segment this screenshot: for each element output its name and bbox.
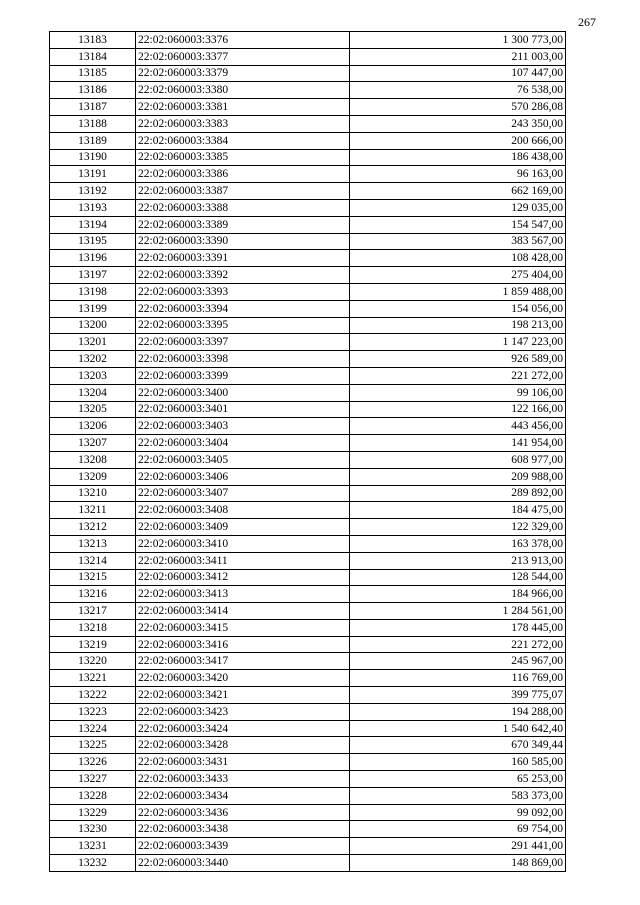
row-number: 13185 [50,65,136,82]
row-number: 13203 [50,367,136,384]
table-row [50,771,566,788]
row-number: 13215 [50,569,136,586]
cadastral-number: 22:02:060003:3394 [136,300,350,317]
cadastral-value: 184 475,00 [350,502,566,519]
cadastral-number: 22:02:060003:3405 [136,451,350,468]
cadastral-value: 221 272,00 [350,636,566,653]
cadastral-number: 22:02:060003:3390 [136,233,350,250]
table-row [50,603,566,620]
table-row [50,737,566,754]
cadastral-value: 291 441,00 [350,838,566,855]
table-row [50,300,566,317]
row-number: 13197 [50,267,136,284]
table-row [50,703,566,720]
cadastral-number: 22:02:060003:3400 [136,384,350,401]
table-row [50,250,566,267]
cadastral-value: 213 913,00 [350,552,566,569]
table-row [50,855,566,872]
table-row [50,821,566,838]
row-number: 13206 [50,418,136,435]
row-number: 13187 [50,99,136,116]
cadastral-number: 22:02:060003:3403 [136,418,350,435]
table-row [50,468,566,485]
table-row [50,283,566,300]
table-row [50,720,566,737]
table-row [50,267,566,284]
cadastral-value: 289 892,00 [350,485,566,502]
cadastral-value: 186 438,00 [350,149,566,166]
cadastral-number: 22:02:060003:3411 [136,552,350,569]
table-row [50,687,566,704]
cadastral-value: 383 567,00 [350,233,566,250]
cadastral-value: 1 859 488,00 [350,283,566,300]
table-row [50,401,566,418]
cadastral-number: 22:02:060003:3380 [136,82,350,99]
row-number: 13209 [50,468,136,485]
row-number: 13232 [50,855,136,872]
table-row [50,99,566,116]
cadastral-number: 22:02:060003:3406 [136,468,350,485]
row-number: 13211 [50,502,136,519]
cadastral-value: 69 754,00 [350,821,566,838]
cadastral-number: 22:02:060003:3421 [136,687,350,704]
cadastral-value: 154 547,00 [350,216,566,233]
cadastral-number: 22:02:060003:3408 [136,502,350,519]
cadastral-number: 22:02:060003:3385 [136,149,350,166]
cadastral-number: 22:02:060003:3440 [136,855,350,872]
cadastral-value-table [49,31,566,872]
row-number: 13199 [50,300,136,317]
row-number: 13200 [50,317,136,334]
cadastral-value: 107 447,00 [350,65,566,82]
cadastral-value: 221 272,00 [350,367,566,384]
table-row [50,216,566,233]
row-number: 13220 [50,653,136,670]
cadastral-number: 22:02:060003:3377 [136,48,350,65]
cadastral-value: 122 166,00 [350,401,566,418]
table-row [50,586,566,603]
row-number: 13227 [50,771,136,788]
table-row [50,351,566,368]
table-row [50,65,566,82]
table-row [50,166,566,183]
cadastral-number: 22:02:060003:3417 [136,653,350,670]
cadastral-value: 148 869,00 [350,855,566,872]
cadastral-number: 22:02:060003:3424 [136,720,350,737]
cadastral-value: 1 147 223,00 [350,334,566,351]
table-row [50,115,566,132]
row-number: 13191 [50,166,136,183]
row-number: 13229 [50,804,136,821]
cadastral-value: 128 544,00 [350,569,566,586]
cadastral-number: 22:02:060003:3414 [136,603,350,620]
cadastral-value: 211 003,00 [350,48,566,65]
cadastral-value: 184 966,00 [350,586,566,603]
table-row [50,149,566,166]
table-row [50,317,566,334]
row-number: 13190 [50,149,136,166]
cadastral-value: 154 056,00 [350,300,566,317]
row-number: 13196 [50,250,136,267]
row-number: 13219 [50,636,136,653]
cadastral-number: 22:02:060003:3420 [136,670,350,687]
row-number: 13193 [50,199,136,216]
row-number: 13186 [50,82,136,99]
table-row [50,653,566,670]
cadastral-value: 209 988,00 [350,468,566,485]
row-number: 13188 [50,115,136,132]
cadastral-number: 22:02:060003:3376 [136,32,350,49]
row-number: 13198 [50,283,136,300]
row-number: 13213 [50,535,136,552]
table-row [50,367,566,384]
row-number: 13210 [50,485,136,502]
cadastral-number: 22:02:060003:3392 [136,267,350,284]
cadastral-value: 178 445,00 [350,619,566,636]
table-row [50,569,566,586]
table-row [50,418,566,435]
table-row [50,485,566,502]
row-number: 13192 [50,183,136,200]
cadastral-value: 443 456,00 [350,418,566,435]
cadastral-value: 245 967,00 [350,653,566,670]
table-row [50,334,566,351]
cadastral-number: 22:02:060003:3438 [136,821,350,838]
row-number: 13189 [50,132,136,149]
table-row [50,636,566,653]
cadastral-value: 99 092,00 [350,804,566,821]
table-row [50,183,566,200]
table-row [50,199,566,216]
cadastral-value: 141 954,00 [350,435,566,452]
table-row [50,32,566,49]
cadastral-number: 22:02:060003:3431 [136,754,350,771]
table-row [50,435,566,452]
row-number: 13205 [50,401,136,418]
cadastral-value: 570 286,08 [350,99,566,116]
cadastral-value: 96 163,00 [350,166,566,183]
cadastral-number: 22:02:060003:3386 [136,166,350,183]
table-row [50,754,566,771]
cadastral-number: 22:02:060003:3388 [136,199,350,216]
cadastral-value: 1 284 561,00 [350,603,566,620]
table-body [50,32,566,872]
table-row [50,502,566,519]
row-number: 13226 [50,754,136,771]
row-number: 13216 [50,586,136,603]
table-row [50,233,566,250]
row-number: 13207 [50,435,136,452]
cadastral-value: 670 349,44 [350,737,566,754]
row-number: 13183 [50,32,136,49]
cadastral-number: 22:02:060003:3439 [136,838,350,855]
cadastral-number: 22:02:060003:3433 [136,771,350,788]
row-number: 13228 [50,787,136,804]
cadastral-value: 99 106,00 [350,384,566,401]
row-number: 13208 [50,451,136,468]
row-number: 13225 [50,737,136,754]
page-number: 267 [578,15,596,29]
table-row [50,132,566,149]
row-number: 13212 [50,519,136,536]
row-number: 13221 [50,670,136,687]
cadastral-number: 22:02:060003:3407 [136,485,350,502]
row-number: 13218 [50,619,136,636]
row-number: 13195 [50,233,136,250]
cadastral-number: 22:02:060003:3409 [136,519,350,536]
cadastral-value: 1 300 773,00 [350,32,566,49]
row-number: 13214 [50,552,136,569]
table-row [50,451,566,468]
table-row [50,804,566,821]
cadastral-value: 662 169,00 [350,183,566,200]
cadastral-number: 22:02:060003:3410 [136,535,350,552]
table-row [50,619,566,636]
table-row [50,82,566,99]
cadastral-number: 22:02:060003:3416 [136,636,350,653]
cadastral-value: 608 977,00 [350,451,566,468]
cadastral-number: 22:02:060003:3436 [136,804,350,821]
cadastral-value: 583 373,00 [350,787,566,804]
cadastral-value: 194 288,00 [350,703,566,720]
cadastral-value: 76 538,00 [350,82,566,99]
cadastral-number: 22:02:060003:3383 [136,115,350,132]
row-number: 13217 [50,603,136,620]
cadastral-number: 22:02:060003:3387 [136,183,350,200]
cadastral-number: 22:02:060003:3428 [136,737,350,754]
row-number: 13223 [50,703,136,720]
cadastral-value: 275 404,00 [350,267,566,284]
table-row [50,519,566,536]
row-number: 13194 [50,216,136,233]
row-number: 13201 [50,334,136,351]
cadastral-number: 22:02:060003:3412 [136,569,350,586]
row-number: 13184 [50,48,136,65]
row-number: 13224 [50,720,136,737]
row-number: 13230 [50,821,136,838]
cadastral-number: 22:02:060003:3398 [136,351,350,368]
table-row [50,48,566,65]
cadastral-number: 22:02:060003:3404 [136,435,350,452]
table-row [50,787,566,804]
table-row [50,838,566,855]
table-row [50,384,566,401]
cadastral-number: 22:02:060003:3401 [136,401,350,418]
cadastral-number: 22:02:060003:3434 [136,787,350,804]
cadastral-number: 22:02:060003:3381 [136,99,350,116]
cadastral-value: 1 540 642,40 [350,720,566,737]
cadastral-value: 129 035,00 [350,199,566,216]
table-row [50,670,566,687]
cadastral-number: 22:02:060003:3393 [136,283,350,300]
cadastral-value: 65 253,00 [350,771,566,788]
cadastral-number: 22:02:060003:3379 [136,65,350,82]
cadastral-value: 160 585,00 [350,754,566,771]
cadastral-value: 116 769,00 [350,670,566,687]
row-number: 13202 [50,351,136,368]
cadastral-number: 22:02:060003:3413 [136,586,350,603]
cadastral-value: 399 775,07 [350,687,566,704]
cadastral-number: 22:02:060003:3397 [136,334,350,351]
cadastral-value: 926 589,00 [350,351,566,368]
cadastral-number: 22:02:060003:3389 [136,216,350,233]
cadastral-number: 22:02:060003:3415 [136,619,350,636]
row-number: 13204 [50,384,136,401]
cadastral-value: 243 350,00 [350,115,566,132]
table-row [50,552,566,569]
cadastral-number: 22:02:060003:3384 [136,132,350,149]
cadastral-value: 122 329,00 [350,519,566,536]
row-number: 13222 [50,687,136,704]
cadastral-number: 22:02:060003:3423 [136,703,350,720]
cadastral-value: 200 666,00 [350,132,566,149]
cadastral-value: 163 378,00 [350,535,566,552]
cadastral-value: 198 213,00 [350,317,566,334]
cadastral-number: 22:02:060003:3395 [136,317,350,334]
table-row [50,535,566,552]
cadastral-number: 22:02:060003:3391 [136,250,350,267]
row-number: 13231 [50,838,136,855]
cadastral-number: 22:02:060003:3399 [136,367,350,384]
cadastral-value: 108 428,00 [350,250,566,267]
